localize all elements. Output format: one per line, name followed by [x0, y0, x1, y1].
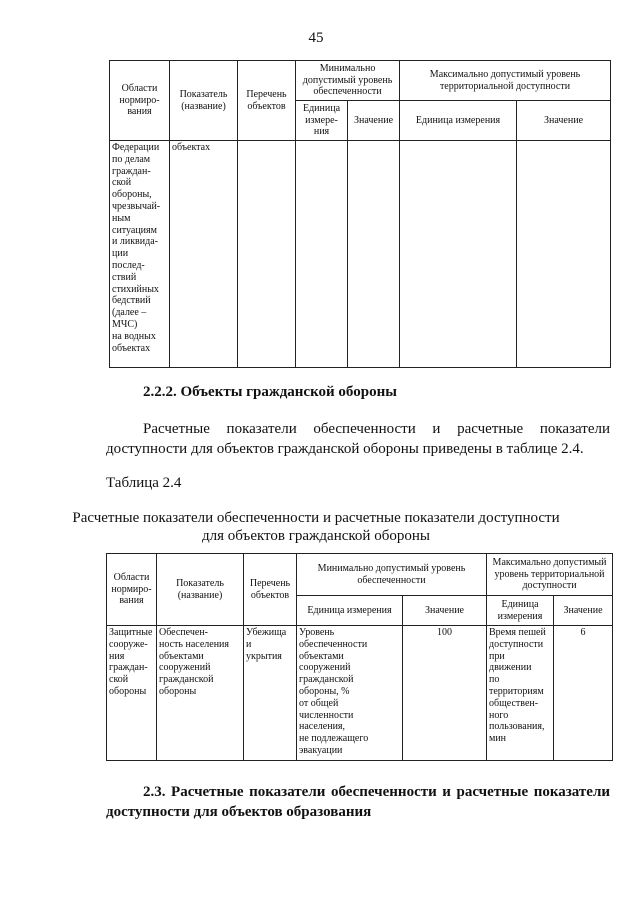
table-label: Таблица 2.4: [106, 475, 182, 491]
header-area: Области нормиро- вания: [110, 61, 170, 141]
cell-objects: Убежища и укрытия: [244, 626, 297, 761]
cell-indicator: объектах: [170, 141, 238, 368]
header-max-value: Значение: [554, 596, 613, 626]
header-max-value: Значение: [517, 101, 611, 141]
header-min-level: Минимально допустимый уровень обеспеченности: [297, 554, 487, 596]
header-min-level: Минимально допустимый уровень обеспеченности: [296, 61, 400, 101]
header-area: Области нормиро- вания: [107, 554, 157, 626]
header-min-value: Значение: [403, 596, 487, 626]
header-max-level: Максимально допустимый уровень территориальной доступности: [400, 61, 611, 101]
header-min-unit: Единица измерения: [297, 596, 403, 626]
section-heading-2-2-2: 2.2.2. Объекты гражданской обороны: [143, 384, 397, 400]
header-max-unit: Единица измерения: [487, 596, 554, 626]
paragraph-line-2: доступности для объектов гражданской обороны приведены в таблице 2.4.: [106, 441, 584, 457]
table-title-line-2: для объектов гражданской обороны: [202, 528, 430, 544]
cell-max-unit: [400, 141, 517, 368]
section-heading-2-3-line-1: 2.3. Расчетные показатели обеспеченности и расчетные показатели: [143, 784, 610, 800]
header-indicator: Показатель (название): [170, 61, 238, 141]
header-objects: Перечень объектов: [244, 554, 297, 626]
cell-min-unit: [296, 141, 348, 368]
cell-min-value: [348, 141, 400, 368]
header-min-unit: Единица измере- ния: [296, 101, 348, 141]
table-row: [107, 626, 613, 761]
header-max-level: Максимально допустимый уровень территориальной доступности: [487, 554, 613, 596]
cell-area: Федерации по делам граждан- ской обороны, чрезвычай- ным ситуациям и ликвида- ции послед- ствий стихийных бедствий (далее – МЧС) на водных объектах: [110, 141, 170, 368]
cell-indicator: Обеспечен- ность населения объектами сооружений гражданской обороны: [157, 626, 244, 761]
table-title-line-1: Расчетные показатели обеспеченности и расчетные показатели доступности: [72, 510, 560, 526]
cell-min-unit: Уровень обеспеченности объектами сооружений гражданской обороны, % от общей численности населения, не подлежащего эвакуации: [297, 626, 403, 761]
table-row: [110, 141, 611, 368]
header-min-value: Значение: [348, 101, 400, 141]
cell-max-value: 6: [554, 626, 613, 761]
page-number: 45: [308, 30, 324, 46]
cell-min-value: 100: [403, 626, 487, 761]
cell-objects: [238, 141, 296, 368]
cell-max-value: [517, 141, 611, 368]
header-indicator: Показатель (название): [157, 554, 244, 626]
section-heading-2-3-line-2: доступности для объектов образования: [106, 804, 372, 820]
table-2-4: [106, 553, 613, 761]
paragraph-line-1: Расчетные показатели обеспеченности и расчетные показатели: [143, 421, 610, 437]
table-continuation: [109, 60, 611, 368]
cell-area: Защитные сооруже- ния граждан- ской обороны: [107, 626, 157, 761]
header-objects: Перечень объектов: [238, 61, 296, 141]
cell-max-unit: Время пешей доступности при движении по территориям обществен- ного пользования, мин: [487, 626, 554, 761]
header-max-unit: Единица измерения: [400, 101, 517, 141]
